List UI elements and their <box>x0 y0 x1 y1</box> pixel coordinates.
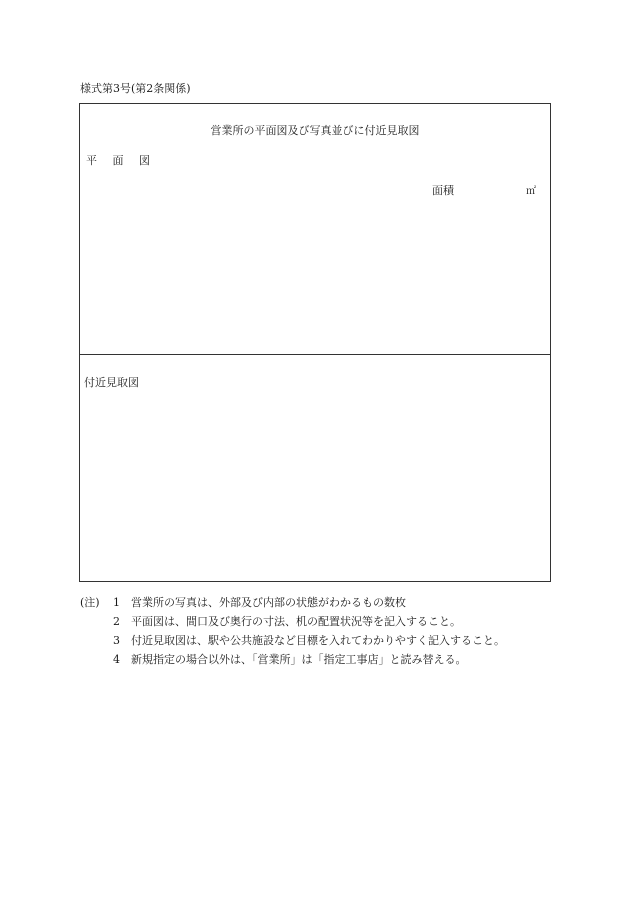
note-number: 1 <box>113 596 120 609</box>
form-title: 営業所の平面図及び写真並びに付近見取図 <box>210 124 420 137</box>
notes-prefix: (注) <box>80 596 100 609</box>
note-item <box>80 631 505 650</box>
vicinity-map-label: 付近見取図 <box>84 376 139 389</box>
note-text: 営業所の写真は、外部及び内部の状態がわかるもの数枚 <box>131 596 406 609</box>
note-item <box>80 650 505 669</box>
floor-plan-label <box>86 152 162 168</box>
note-item <box>80 612 505 631</box>
area-label: 面積 <box>432 184 454 197</box>
notes-section <box>80 593 505 669</box>
area-unit: ㎡ <box>526 186 536 197</box>
floor-plan-label-char: 図 <box>139 154 150 167</box>
note-number: 2 <box>113 615 120 628</box>
note-item <box>80 593 505 612</box>
floor-plan-label-char: 平 <box>86 154 97 167</box>
note-text: 付近見取図は、駅や公共施設など目標を入れてわかりやすく記入すること。 <box>131 634 505 647</box>
note-text: 平面図は、間口及び奥行の寸法、机の配置状況等を記入すること。 <box>131 615 461 628</box>
note-number: 3 <box>113 634 120 647</box>
form-frame <box>79 103 551 582</box>
form-number: 様式第3号(第2条関係) <box>80 82 191 95</box>
floor-plan-label-char: 面 <box>112 154 124 167</box>
section-divider <box>80 354 550 355</box>
note-number: 4 <box>113 653 120 666</box>
note-text: 新規指定の場合以外は、「営業所」は「指定工事店」と読み替える。 <box>131 653 467 666</box>
